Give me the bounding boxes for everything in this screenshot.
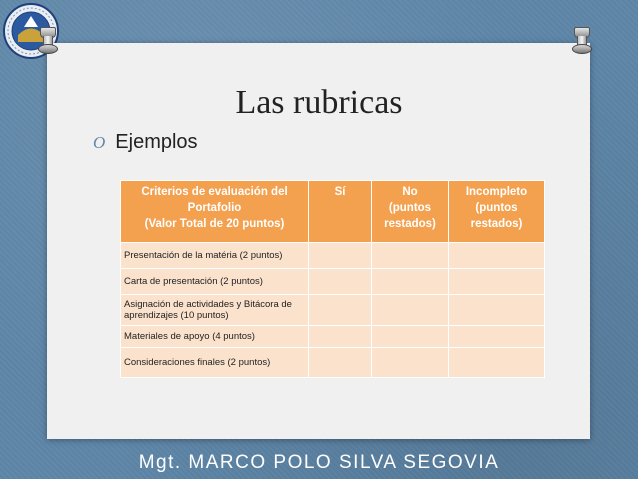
table-row [121,348,545,378]
criterion-text: Consideraciones finales (2 puntos) [124,357,271,368]
no-cell [372,348,449,378]
no-cell [372,243,449,269]
no-cell [372,269,449,295]
header-incompleto [449,181,545,243]
header-line: (puntos [475,202,518,214]
footer-author: Mgt. MARCO POLO SILVA SEGOVIA [138,452,500,473]
incompleto-cell [449,295,545,326]
criterion-cell [121,295,309,326]
criterion-text: Materiales de apoyo (4 puntos) [124,331,255,342]
bullet-marker-icon: O [93,133,106,152]
header-criterios [121,181,309,243]
bullet-text: Ejemplos [115,131,198,153]
criterion-cell [121,326,309,348]
header-line: Criterios de evaluación del [141,186,288,198]
criterion-text: aprendizajes (10 puntos) [124,310,229,321]
incompleto-cell [449,348,545,378]
header-line: Portafolio [187,202,242,214]
table-row [121,326,545,348]
rubric-table [120,180,545,378]
header-line: restados) [470,218,523,230]
pushpin-left-icon [37,27,57,53]
table-header-row [121,181,545,243]
criterion-cell [121,348,309,378]
no-cell [372,295,449,326]
criterion-cell [121,269,309,295]
incompleto-cell [449,326,545,348]
criterion-cell [121,243,309,269]
criterion-text: Carta de presentación (2 puntos) [124,276,263,287]
si-cell [309,243,372,269]
header-line: (Valor Total de 20 puntos) [144,218,285,230]
incompleto-cell [449,269,545,295]
si-cell [309,295,372,326]
si-cell [309,348,372,378]
header-line: (puntos [388,202,432,214]
table-row [121,295,545,326]
header-line: Incompleto [465,186,528,198]
criterion-text: Presentación de la matéria (2 puntos) [124,250,283,261]
table-row [121,243,545,269]
pushpin-right-icon [571,27,591,53]
si-cell [309,326,372,348]
criterion-text: Asignación de actividades y Bitácora de [124,299,292,310]
slide-title: Las rubricas [235,84,403,121]
header-no [372,181,449,243]
si-cell [309,269,372,295]
table-row [121,269,545,295]
no-cell [372,326,449,348]
bullet-item [93,131,198,154]
header-line: No [402,186,418,198]
header-line: restados) [384,218,436,230]
header-line: Sí [334,186,346,198]
incompleto-cell [449,243,545,269]
header-si [309,181,372,243]
